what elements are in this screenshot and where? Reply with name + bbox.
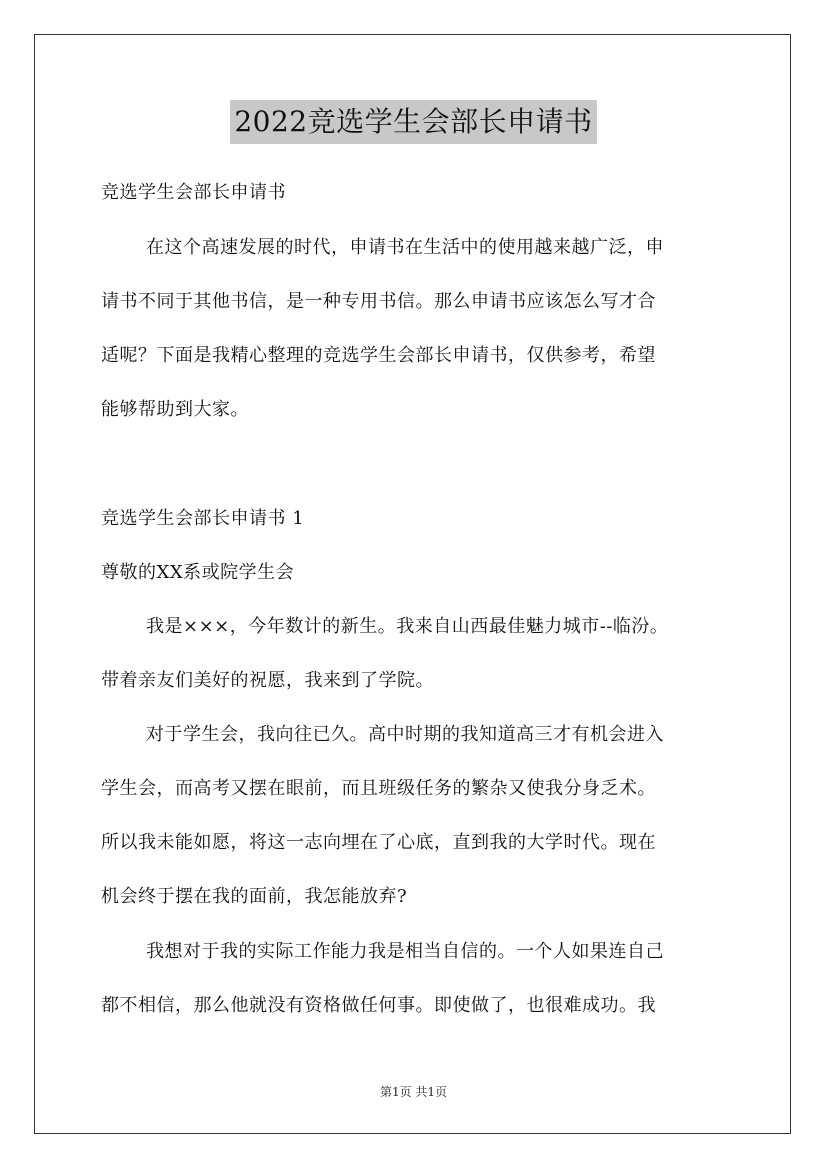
- paragraph-line: 所以我未能如愿，将这一志向埋在了心底，直到我的大学时代。现在: [101, 832, 656, 853]
- paragraph-line: 都不相信，那么他就没有资格做任何事。即使做了，也很难成功。我: [101, 995, 656, 1016]
- paragraph-line: 学生会，而高考又摆在眼前，而且班级任务的繁杂又使我分身乏术。: [101, 778, 656, 799]
- paragraph-line: 在这个高速发展的时代，申请书在生活中的使用越来越广泛，申: [146, 237, 664, 258]
- document-title: 2022竞选学生会部长申请书: [230, 100, 596, 144]
- section-heading: 竞选学生会部长申请书 1: [101, 508, 305, 529]
- paragraph-line: 能够帮助到大家。: [101, 399, 249, 420]
- page-number-footer: 第1页 共1页: [379, 1085, 448, 1099]
- paragraph-line: 我想对于我的实际工作能力我是相当自信的。一个人如果连自己: [146, 941, 664, 962]
- paragraph-line: 适呢？下面是我精心整理的竞选学生会部长申请书，仅供参考，希望: [101, 345, 656, 366]
- title-container: [0, 100, 827, 144]
- salutation-line: 尊敬的XX系或院学生会: [101, 562, 295, 583]
- paragraph-line: 对于学生会，我向往已久。高中时期的我知道高三才有机会进入: [146, 724, 664, 745]
- paragraph-line: 机会终于摆在我的面前，我怎能放弃?: [101, 886, 408, 907]
- paragraph-line: 带着亲友们美好的祝愿，我来到了学院。: [101, 670, 434, 691]
- subtitle-line: 竞选学生会部长申请书: [101, 182, 286, 203]
- paragraph-line: 我是×××，今年数计的新生。我来自山西最佳魅力城市--临汾。: [146, 616, 669, 637]
- paragraph-line: 请书不同于其他书信，是一种专用书信。那么申请书应该怎么写才合: [101, 291, 656, 312]
